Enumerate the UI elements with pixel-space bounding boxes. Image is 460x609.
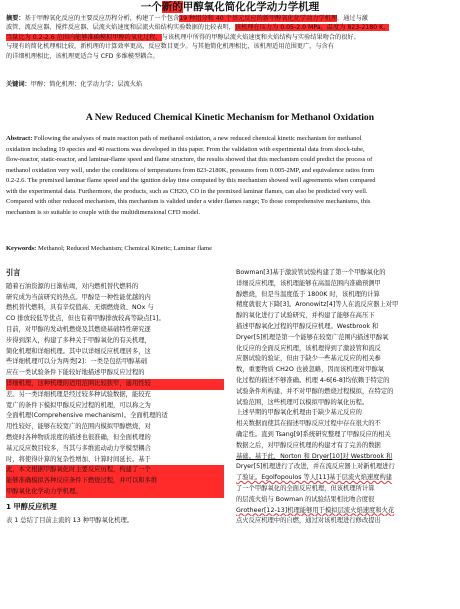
cn-abs-seg: 与现有的简化机理相比较，新机理的计算效率更高，反应数目更少。	[6, 43, 192, 51]
intro-line: 时，将使得计算的复杂性增加、计算时间延长。基于	[6, 455, 151, 463]
chinese-abstract	[6, 14, 454, 61]
en-abstract-label: Abstract:	[6, 135, 33, 142]
cn-abs-highlight: 当量比为 0.2-2.6 范围内能够准确模拟甲醇的氧化过程，	[6, 33, 162, 41]
right-line: 数据之后，对甲醇反应机理的构建才有了完善的数据	[236, 441, 381, 449]
right-line: 化过程的描述不够准确。机理 4-6[6-8]均依赖于特定的	[236, 376, 390, 384]
chinese-title-rest: 甲醇氧化简化化学动力学机理	[182, 1, 320, 13]
right-line: Grotheer[12-13]机理能够用于模拟层流火焰速度和火花	[236, 506, 395, 514]
en-abstract-line-2: flow-reactor, static-reactor, and laminar-flame speed and flame structure, the results showed that this mechanism could predict the process of	[6, 156, 373, 163]
intro-line: 应在一类试验条件下能较好地描述甲醇反应过程的	[6, 369, 145, 377]
intro-line: 些详细机理可以分为两类[2]：一类是包括甲醇基础	[6, 358, 148, 366]
cn-abstract-label: 摘要：	[6, 15, 25, 22]
section1-line: 表 1 总结了目前主流的 13 种甲醇氧化机理。	[6, 516, 134, 524]
right-line: 描述甲醇氧化过程的甲醇反应机理。Westbrook 和	[236, 322, 379, 330]
left-column	[6, 268, 224, 526]
chinese-title-highlight: 新的	[161, 1, 183, 13]
right-line: 化反应的全面反应机理，该机理得到了激波管和流反	[236, 344, 381, 352]
intro-line: 用性较好，能够在较宽广的范围内模拟甲醇燃烧，对	[6, 423, 151, 431]
right-line: 了验证。Egolfopoulos 等人[11]基于层流火焰速度构建	[236, 474, 393, 482]
intro-line: 研究成为当前研究的热点。甲醇是一种性能优越的内	[6, 293, 151, 301]
cn-abs-seg: 与该机理中所得的甲醇层流火焰速度和火焰结构与实验结果吻合的很好。	[161, 33, 360, 41]
intro-line: 燃机替代燃料，具有辛烷值高、无烟燃烧效、NOx 与	[6, 304, 154, 312]
chinese-title	[0, 1, 460, 13]
right-line: 精度就很大下降[3]。Aronowitz[4]等人在流反应器上对甲	[236, 301, 399, 309]
intro-line-highlight: 详细机理，这种机理的适用范围比较狭窄，通用性较	[6, 379, 224, 390]
english-keywords	[6, 244, 454, 253]
cn-abstract-line-3	[6, 42, 454, 51]
chinese-title-prefix: 一个	[140, 1, 162, 13]
right-line: 应器试验的验证，但由于缺少一些基元反应的相关参	[236, 355, 381, 363]
right-line: 试验范围，这些机理可以模拟甲醇的氧化历程。	[236, 398, 369, 406]
cn-abs-highlight: 该机理在压力为 0.05-2.0 MPa，温度为 823-2180 K，	[234, 24, 390, 32]
right-line: 醇燃烧，但是当温度低于 1800K 时，该机理的计算	[236, 290, 380, 298]
intro-line: 目前，对甲醇的发动机燃烧及其燃烧基础特性研究逐	[6, 325, 151, 333]
intro-line: CO 排放较低等优点，但也有着甲醇排放较高等缺点[1]。	[6, 315, 165, 323]
en-abstract-line-4: 0.2-2.6. The premixed laminar flame speed and the ignition delay time computed by this mechanism showed well agreements when compared	[6, 177, 376, 184]
intro-line: 全面机理(Comprehensive mechanism)。全面机理的适	[6, 412, 168, 420]
right-line: 上述早期的甲醇氧化机理由于缺少基元反应的	[236, 409, 362, 417]
intro-line: 步得到深入，构建了多种关于甲醇氧化的有关机理，	[6, 336, 151, 344]
cn-abstract-line-2	[6, 33, 454, 42]
intro-line: 差。另一类详细机理是经过较多种试验数据，能较充	[6, 390, 151, 398]
right-line: 相关数据而使其在描述甲醇反应过程中存在很大的不	[236, 420, 381, 428]
right-line: Dryer[5]机理是第一个能够在较宽广范围内描述甲醇氧	[236, 333, 389, 341]
intro-line-highlight: 甲醇氧化化学动力学机理。	[6, 487, 224, 498]
en-abstract-line-6: Compared with other reduced mechanism, this mechanism is valided under a wider flames range; To those comprehensive mechanisms, this	[6, 198, 371, 205]
intro-line: 基元反应数目较多，当其与多维流动动力学模型耦合	[6, 444, 151, 452]
cn-abs-seg: 基于甲醇氧化反应的主要反应历程分析，构建了一个包含	[24, 15, 180, 22]
cn-abs-highlight: 19 种组分和 40 个基元反应的新甲醇氧化化学动力学机理	[179, 15, 338, 22]
cn-keywords-label: 关键词：	[6, 81, 31, 88]
right-line: 醇的氧化进行了试验研究，并构建了能够在高压下	[236, 312, 375, 320]
right-line: 确定性。直到 Tsang[9]系统研究整理了甲醇反应的相关	[236, 430, 391, 438]
intro-line: 随着石油资源的日渐枯竭，对内燃机替代燃料的	[6, 282, 139, 290]
en-abstract-line-0	[6, 134, 454, 145]
intro-line: 宽广的条件下模拟甲醇反应过程的机理，可以称之为	[6, 401, 151, 409]
cn-abs-seg: 的详细机理相比，该机理更适合与 CFD 多维模型耦合。	[6, 52, 159, 60]
cn-abstract-line-4	[6, 52, 454, 61]
en-abstract-line-1: oxidation including 19 species and 40 reactions was developed in this paper. From the validation with experimental data from shock-tube,	[6, 145, 365, 153]
right-line: 了一个甲醇氧化的全面反应机理，但该机理所计算	[236, 484, 375, 492]
en-abstract-line-5: with the experimental data. Furthermore, the products, such as CH2O, CO in the premixed laminar flames, can also be predicted very well.	[6, 187, 368, 195]
cn-abs-seg: 波管、流反应器、搅拌反应器、层流火焰速度和层流火焰结构实验数据的比较表明，	[6, 24, 235, 32]
cn-keywords-text: 甲醇；简化机理；化学动力学；层流火焰	[30, 81, 143, 88]
right-column	[236, 268, 454, 527]
chinese-keywords	[6, 80, 454, 89]
intro-line-highlight: 此，本文根据甲醇氧化时主要反应历程，构建了一个	[6, 465, 224, 476]
en-abstract-line-7: mechanism is so suitable to couple with the multidimensional CFD model.	[6, 208, 201, 216]
intro-heading: 引言	[6, 268, 21, 277]
right-line: Dryer[5]机理进行了改进，并在流反应器上对新机理进行	[236, 463, 395, 471]
right-line: Bowman[3]基于激波管试验构建了第一个甲醇氧化的	[236, 269, 386, 276]
cn-abstract-line-1	[6, 23, 454, 32]
intro-line-highlight: 能够准确模拟各种反应条件下燃烧过程，并可以和多维	[6, 476, 224, 487]
cn-abs-seg: 。通过与激	[337, 15, 368, 22]
intro-line: 燃烧时各种物质浓度的描述也很准确，但全面机理的	[6, 433, 151, 441]
cn-abstract-line-0	[6, 14, 454, 23]
right-line: 详细反应机理，该机理能够在高温范围内准确预测甲	[236, 279, 381, 287]
cn-abs-seg: 与其他简化机理相比，该机理适用范围更广，与含有	[191, 43, 334, 51]
right-line: 试验条件所构建，并不对甲醇的燃烧过程模拟，在特定的	[236, 387, 394, 395]
en-abs-seg: Following the analyses of main reaction path of methanol oxidation, a new reduced chemical kinetic mechanism for methanol	[33, 135, 362, 142]
english-abstract	[6, 134, 454, 218]
right-line: 点火反应机理中的自燃，通过对该机理进行修改提出	[236, 517, 381, 525]
intro-line: 简化机理和详细机理。其中以详细反应机理居多，这	[6, 347, 151, 355]
english-title: A New Reduced Chemical Kinetic Mechanism for Methanol Oxidation	[85, 112, 375, 123]
en-keywords-text: Methanol; Reduced Mechanism; Chemical Kinetic; Laminar flame	[37, 245, 212, 252]
right-line: 基础。基于此，Norton 和 Dryer[10]对 Westbrook 和	[236, 452, 393, 460]
en-abstract-line-3: methanol oxidation very well, under the conditions of temperatures from 823-2180K, pressures from 0.005-2MP, and equivalence ratios from	[6, 166, 375, 174]
right-line: 的层流火焰与 Bowman 的试验结果相比吻合度很	[236, 495, 375, 503]
right-line: 数，重要物质 CH2O 也被忽略，因而该机理对甲醇氧	[236, 366, 385, 374]
section1-heading: 1 甲醇反应机理	[6, 501, 57, 511]
en-keywords-label: Keywords:	[6, 245, 37, 252]
